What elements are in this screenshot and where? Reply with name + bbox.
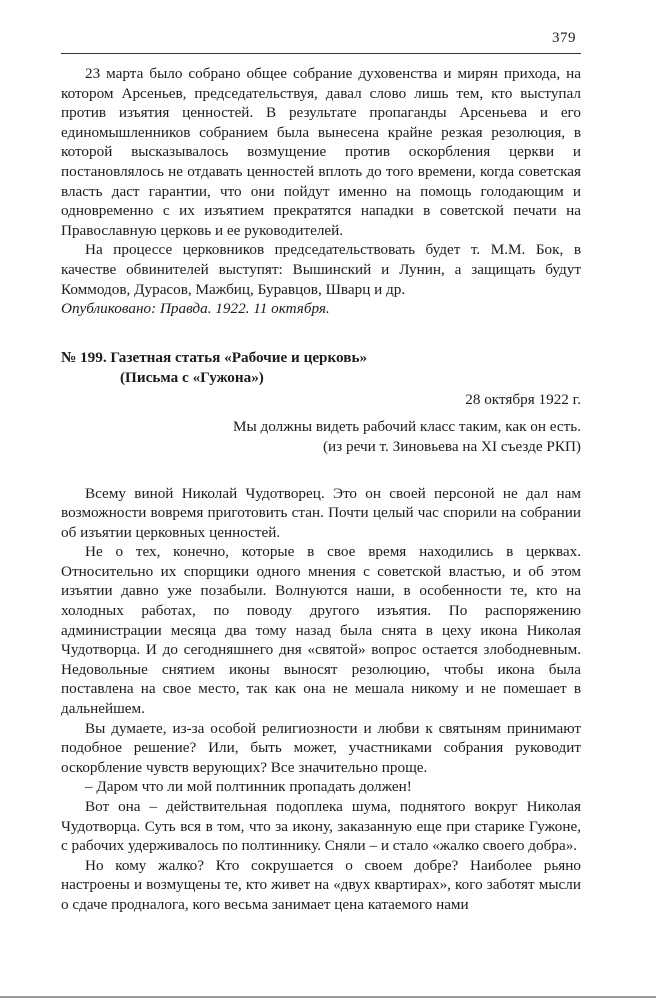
epigraph-source: (из речи т. Зиновьева на XI съезде РКП) bbox=[323, 437, 581, 455]
header-rule bbox=[61, 53, 581, 54]
article-paragraph: Но кому жалко? Кто сокрушается о своем добре? Наиболее рьяно настроены и возмущены те, кто живет на «двух квартирах», кого заботят мысли о сдаче продналога, кого весьма занимает цена катаемого нами bbox=[61, 856, 581, 913]
paragraph-assembly: 23 марта было собрано общее собрание духовенства и мирян прихода, на котором Арсеньев, председательствуя, давал слово лишь тем, кто выступал против изъятия ценностей. В результате пропаганды Арсеньева и его единомышленников собранием была вынесена крайне резкая резолюция, в которой высказывалось возмущение против оскорбления церкви и постановлялось не отдавать ценностей вплоть до того времени, когда советская власть даст гарантии, что они пойдут именно на помощь голодающим и одновременно с их изъятием прекратятся нападки в советской печати на Православную церковь и ее руководителей. bbox=[61, 65, 581, 239]
epigraph bbox=[61, 417, 581, 456]
article-paragraph: Вот она – действительная подоплека шума, поднятого вокруг Николая Чудотворца. Суть вся в том, что за икону, заказанную еще при старике Гужоне, с рабочих удерживалось по полтиннику. Сняли – и стало «жалко своего добра». bbox=[61, 798, 581, 855]
article-body bbox=[61, 484, 581, 915]
page-content bbox=[61, 64, 581, 915]
page-number: 379 bbox=[552, 30, 576, 46]
document-heading bbox=[61, 348, 581, 388]
paragraph-trial: На процессе церковников председательствовать будет т. М.М. Бок, в качестве обвинителей выступят: Вышинский и Лунин, а защищать будут Коммодов, Дурасов, Мажбиц, Буравцов, Шварц и др. bbox=[61, 241, 581, 298]
document-date: 28 октября 1922 г. bbox=[465, 390, 581, 408]
published-note: Опубликовано: Правда. 1922. 11 октября. bbox=[61, 300, 330, 318]
article-paragraph: Всему виной Николай Чудотворец. Это он своей персоной не дал нам возможности вовремя приготовить стан. Почти целый час спорили на собрании об изъятии церковных ценностей. bbox=[61, 484, 581, 541]
bottom-edge-rule bbox=[0, 996, 656, 998]
article-paragraph: – Даром что ли мой полтинник пропадать должен! bbox=[85, 778, 412, 796]
article-paragraph: Вы думаете, из-за особой религиозности и любви к святыням принимают подобное решение? Или, быть может, участниками собрания руководит оскорбление чувств верующих? Все значительно проще. bbox=[61, 719, 581, 776]
article-paragraph: Не о тех, конечно, которые в свое время находились в церквах. Относительно их спорщики одного мнения с советской властью, и об этом изъятии давно уже позабыли. Волнуются наши, в особенности те, кто на холодных работах, по поводу другого изъятия. По распоряжению администрации месяца два тому назад была снята в цеху икона Николая Чудотворца. И до сегодняшнего дня «святой» вопрос остается злободневным. Недовольные снятием иконы выносят резолюцию, чтобы икона была поставлена на свое место, так как она не мешала никому и не помешает в дальнейшем. bbox=[61, 543, 581, 718]
epigraph-quote: Мы должны видеть рабочий класс таким, как он есть. bbox=[233, 418, 581, 436]
document-heading-title: № 199. Газетная статья «Рабочие и церковь» bbox=[61, 348, 368, 366]
document-heading-subtitle: (Письма с «Гужона») bbox=[120, 368, 264, 386]
